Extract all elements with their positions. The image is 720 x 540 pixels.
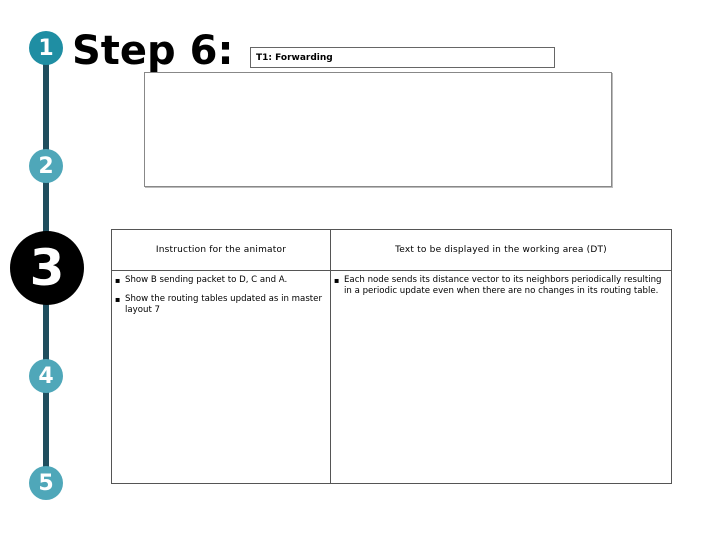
page-title: Step 6: <box>72 28 234 74</box>
working-area <box>144 72 612 187</box>
list-item: ▪ Each node sends its distance vector to its neighbors periodically resulting in a periodic update even when there are no changes in its routing table. <box>334 275 665 297</box>
step-node-1[interactable]: 1 <box>29 31 63 65</box>
instruction-column <box>112 230 331 483</box>
step-node-3-current[interactable]: 3 <box>10 231 84 305</box>
instruction-header: Instruction for the animator <box>112 230 330 271</box>
list-item: ▪ Show B sending packet to D, C and A. <box>115 275 324 286</box>
step-node-5[interactable]: 5 <box>29 466 63 500</box>
list-item: ▪ Show the routing tables updated as in master layout 7 <box>115 294 324 316</box>
step-node-4[interactable]: 4 <box>29 359 63 393</box>
topic-title-box: T1: Forwarding <box>250 47 555 68</box>
display-text-header: Text to be displayed in the working area (DT) <box>331 230 671 271</box>
display-text-list <box>331 271 671 297</box>
display-text-column <box>331 230 671 483</box>
instruction-table <box>111 229 672 484</box>
step-node-2[interactable]: 2 <box>29 149 63 183</box>
instruction-list <box>112 271 330 316</box>
